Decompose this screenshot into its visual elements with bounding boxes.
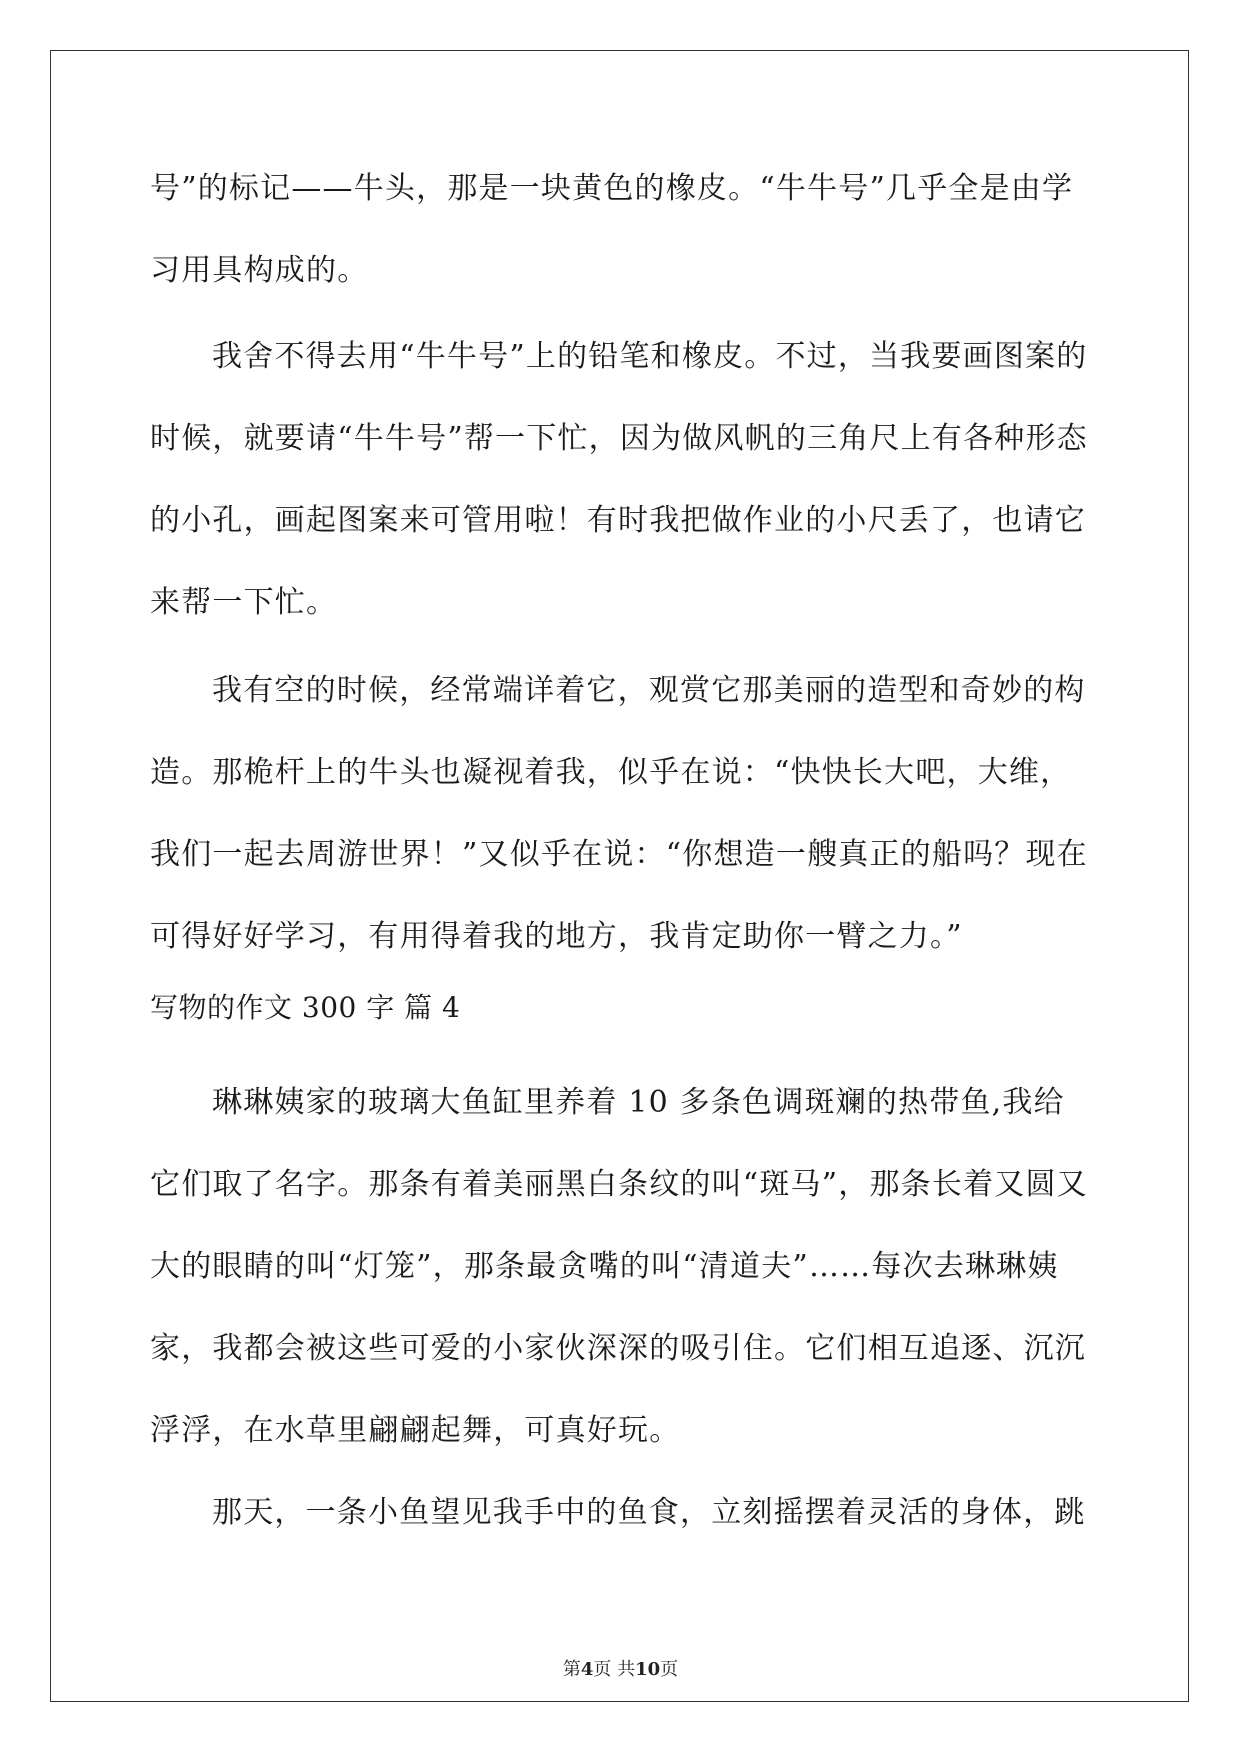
page-number: 4 bbox=[580, 1659, 594, 1680]
paragraph-2 bbox=[150, 316, 1090, 644]
paragraph-text: 那天，一条小鱼望见我手中的鱼食，立刻摇摆着灵活的身体，跳 bbox=[212, 1495, 1086, 1530]
page-total: 10 bbox=[635, 1659, 661, 1680]
page-prefix: 第 bbox=[562, 1659, 581, 1680]
section-heading: 写物的作文 300 字 篇 4 bbox=[150, 991, 461, 1024]
paragraph-text: 号”的标记——牛头，那是一块黄色的橡皮。“牛牛号”几乎全是由学习用具构成的。 bbox=[150, 171, 1074, 288]
paragraph-continuation bbox=[150, 148, 1090, 312]
paragraph-text: 我舍不得去用“牛牛号”上的铅笔和橡皮。不过，当我要画图案的时候，就要请“牛牛号”帮一下忙，因为做风帆的三角尺上有各种形态的小孔，画起图案来可管用啦！有时我把做作业的小尺丢了，也请它来帮一下忙。 bbox=[150, 339, 1088, 620]
paragraph-4 bbox=[150, 1062, 1090, 1472]
paragraph-text: 琳琳姨家的玻璃大鱼缸里养着 10 多条色调斑斓的热带鱼,我给它们取了名字。那条有着美丽黑白条纹的叫“斑马”，那条长着又圆又大的眼睛的叫“灯笼”，那条最贪嘴的叫“清道夫”……每次去琳琳姨家，我都会被这些可爱的小家伙深深的吸引住。它们相互追逐、沉沉浮浮，在水草里翩翩起舞，可真好玩。 bbox=[150, 1085, 1088, 1448]
paragraph-3 bbox=[150, 650, 1090, 978]
page-footer bbox=[0, 1658, 1241, 1682]
page-mid: 页 共 bbox=[593, 1659, 636, 1680]
paragraph-5 bbox=[150, 1472, 1090, 1554]
paragraph-text: 我有空的时候，经常端详着它，观赏它那美丽的造型和奇妙的构造。那桅杆上的牛头也凝视着我，似乎在说：“快快长大吧，大维，我们一起去周游世界！”又似乎在说：“你想造一艘真正的船吗？现在可得好好学习，有用得着我的地方，我肯定助你一臂之力。” bbox=[150, 673, 1088, 954]
page-suffix: 页 bbox=[660, 1659, 679, 1680]
